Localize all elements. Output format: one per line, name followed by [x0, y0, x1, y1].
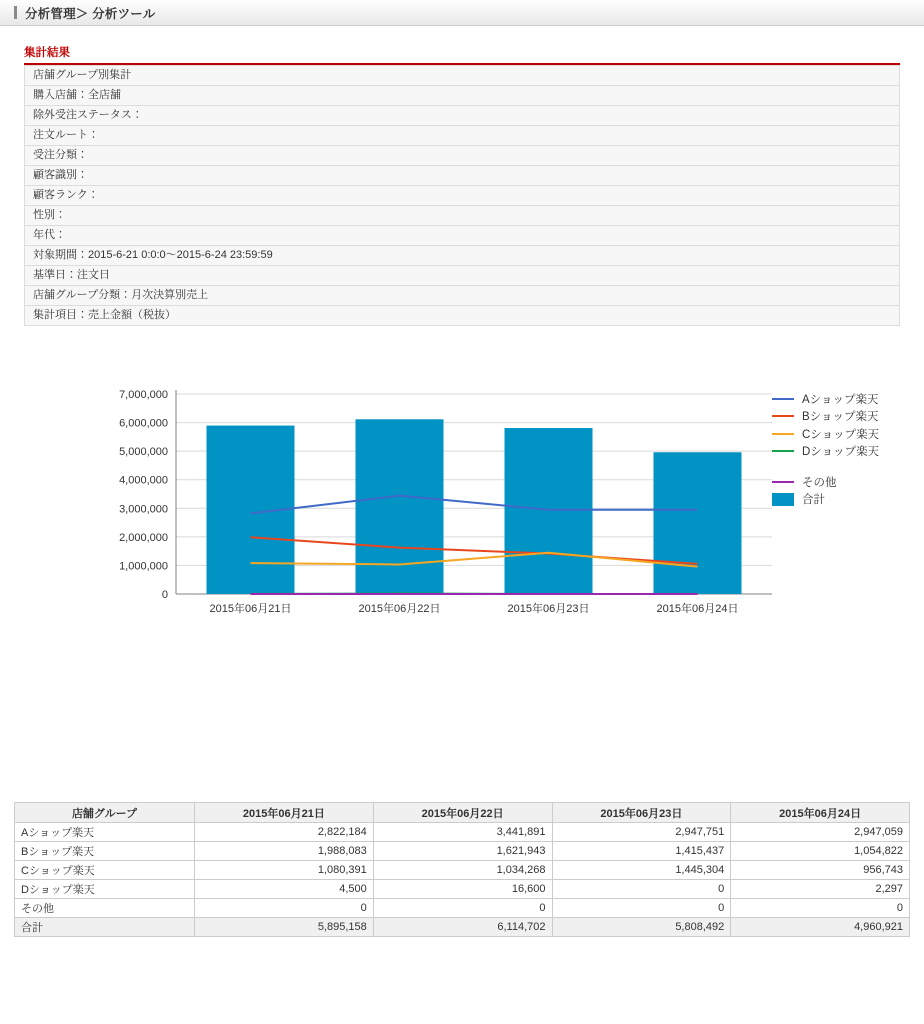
table-column-header: 2015年06月22日 [373, 803, 552, 823]
row-value: 1,054,822 [731, 842, 910, 861]
condition-text: 購入店舗：全店舗 [25, 86, 900, 106]
table-row [15, 918, 910, 937]
table-column-header: 2015年06月24日 [731, 803, 910, 823]
row-value: 2,947,059 [731, 823, 910, 842]
row-label: Aショップ楽天 [15, 823, 195, 842]
row-value: 2,822,184 [195, 823, 374, 842]
row-value: 4,500 [195, 880, 374, 899]
row-value: 0 [552, 899, 731, 918]
row-label: 合計 [15, 918, 195, 937]
row-value: 1,621,943 [373, 842, 552, 861]
row-value: 5,808,492 [552, 918, 731, 937]
row-value: 1,445,304 [552, 861, 731, 880]
table-column-header: 2015年06月21日 [195, 803, 374, 823]
row-value: 956,743 [731, 861, 910, 880]
condition-row [25, 66, 900, 86]
legend-label: Aショップ楽天 [802, 393, 879, 406]
legend-line-icon [772, 398, 794, 400]
table-row [15, 823, 910, 842]
condition-row [25, 286, 900, 306]
row-value: 2,947,751 [552, 823, 731, 842]
condition-row [25, 186, 900, 206]
row-value: 16,600 [373, 880, 552, 899]
row-value: 1,080,391 [195, 861, 374, 880]
row-label: Cショップ楽天 [15, 861, 195, 880]
row-value: 1,415,437 [552, 842, 731, 861]
condition-row [25, 146, 900, 166]
condition-text: 店舗グループ分類：月次決算別売上 [25, 286, 900, 306]
condition-text: 集計項目：売上金額（税抜） [25, 306, 900, 326]
breadcrumb-marker-icon [14, 6, 17, 19]
legend-label: その他 [802, 476, 837, 489]
table-column-header: 店舗グループ [15, 803, 195, 823]
row-value: 1,034,268 [373, 861, 552, 880]
x-axis-tick-label: 2015年06月21日 [209, 603, 292, 615]
row-label: Dショップ楽天 [15, 880, 195, 899]
condition-text: 顧客ランク： [25, 186, 900, 206]
legend-item[interactable] [772, 491, 912, 509]
y-axis-tick-label: 5,000,000 [119, 446, 168, 459]
page-title: 集計結果 [24, 47, 70, 59]
legend-label: Cショップ楽天 [802, 428, 880, 441]
table-row [15, 899, 910, 918]
condition-text: 性別： [25, 206, 900, 226]
row-value: 0 [373, 899, 552, 918]
y-axis-tick-label: 0 [161, 589, 168, 601]
table-column-header: 2015年06月23日 [552, 803, 731, 823]
results-section [24, 44, 900, 326]
legend-item[interactable] [772, 408, 912, 426]
table-row [15, 842, 910, 861]
condition-text: 受注分類： [25, 146, 900, 166]
legend-item[interactable] [772, 473, 912, 491]
results-table-region [14, 802, 910, 937]
chart-line [251, 553, 698, 567]
row-value: 2,297 [731, 880, 910, 899]
condition-text: 店舗グループ別集計 [25, 66, 900, 86]
condition-row [25, 226, 900, 246]
y-axis-tick-label: 1,000,000 [119, 560, 168, 573]
row-value: 4,960,921 [731, 918, 910, 937]
legend-line-icon [772, 433, 794, 435]
table-row [15, 880, 910, 899]
row-value: 3,441,891 [373, 823, 552, 842]
row-value: 0 [195, 899, 374, 918]
condition-text: 対象期間：2015-6-21 0:0:0〜2015-6-24 23:59:59 [25, 246, 900, 266]
table-header-row [15, 803, 910, 823]
legend-swatch-icon [772, 493, 794, 506]
legend-item[interactable] [772, 443, 912, 461]
condition-row [25, 306, 900, 326]
condition-text: 顧客識別： [25, 166, 900, 186]
breadcrumb-bar [0, 0, 924, 26]
x-axis-tick-label: 2015年06月22日 [358, 603, 441, 615]
breadcrumb: 分析管理＞ 分析ツール [25, 6, 156, 21]
condition-text: 年代： [25, 226, 900, 246]
condition-text: 注文ルート： [25, 126, 900, 146]
condition-text: 基準日：注文日 [25, 266, 900, 286]
row-value: 0 [552, 880, 731, 899]
row-value: 0 [731, 899, 910, 918]
legend-item[interactable] [772, 425, 912, 443]
condition-row [25, 126, 900, 146]
row-label: Bショップ楽天 [15, 842, 195, 861]
row-value: 1,988,083 [195, 842, 374, 861]
y-axis-tick-label: 4,000,000 [119, 474, 168, 487]
legend-item[interactable] [772, 390, 912, 408]
x-axis-tick-label: 2015年06月23日 [507, 603, 590, 615]
condition-row [25, 206, 900, 226]
condition-row [25, 86, 900, 106]
legend-label: Bショップ楽天 [802, 411, 879, 424]
condition-row [25, 266, 900, 286]
row-label: その他 [15, 899, 195, 918]
chart-legend [772, 390, 912, 508]
legend-line-icon [772, 415, 794, 417]
chart-line [251, 496, 698, 514]
legend-label: Dショップ楽天 [802, 446, 880, 459]
condition-row [25, 166, 900, 186]
legend-line-icon [772, 450, 794, 452]
table-row [15, 861, 910, 880]
legend-line-icon [772, 481, 794, 483]
y-axis-tick-label: 6,000,000 [119, 417, 168, 430]
row-value: 5,895,158 [195, 918, 374, 937]
chart-bar [505, 428, 593, 594]
y-axis-tick-label: 7,000,000 [119, 389, 168, 401]
conditions-table [24, 65, 900, 326]
legend-label: 合計 [802, 494, 825, 507]
condition-row [25, 246, 900, 266]
condition-text: 除外受注ステータス： [25, 106, 900, 126]
y-axis-tick-label: 3,000,000 [119, 503, 168, 516]
chart-region [0, 372, 924, 642]
x-axis-tick-label: 2015年06月24日 [656, 603, 739, 615]
condition-row [25, 106, 900, 126]
results-table [14, 802, 910, 937]
chart-bar [654, 452, 742, 594]
chart-bar [356, 419, 444, 594]
row-value: 6,114,702 [373, 918, 552, 937]
y-axis-tick-label: 2,000,000 [119, 531, 168, 544]
